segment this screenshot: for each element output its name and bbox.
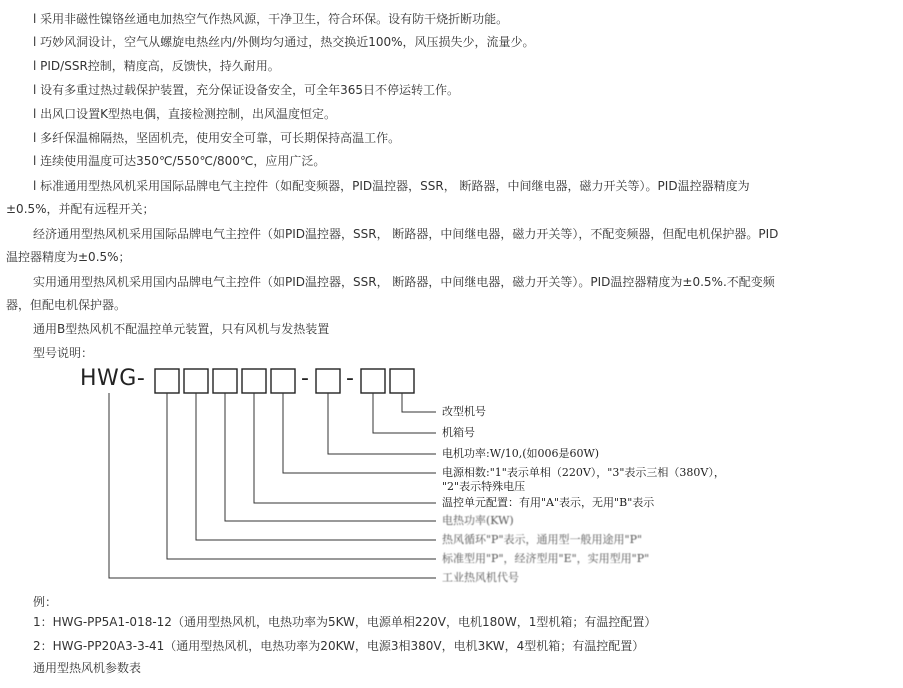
diagram-label: 工业热风机代号 bbox=[442, 571, 519, 584]
diagram-label: 温控单元配置：有用"A"表示，无用"B"表示 bbox=[442, 496, 655, 509]
model-separator: - bbox=[301, 366, 310, 391]
example-line: 2：HWG-PP20A3-3-41（通用型热风机，电热功率为20KW，电源3相380V，电机3KW，4型机箱；有温控配置） bbox=[33, 639, 645, 653]
feature-line: l 多纤保温棉隔热，坚固机壳，使用安全可靠，可长期保持高温工作。 bbox=[33, 131, 401, 145]
example-line: 1：HWG-PP5A1-018-12（通用型热风机，电热功率为5KW，电源单相220V，电机180W，1型机箱；有温控配置） bbox=[33, 615, 657, 629]
feature-line: 经济通用型热风机采用国际品牌电气主控件（如PID温控器，SSR， 断路器，中间继电器，磁力开关等），不配变频器，但配电机保护器。PID bbox=[33, 227, 779, 241]
feature-line: l PID/SSR控制，精度高，反馈快，持久耐用。 bbox=[33, 59, 280, 73]
feature-line: l 巧妙风洞设计，空气从螺旋电热丝内/外侧均匀通过，热交换近100%，风压损失少，流量少。 bbox=[33, 35, 535, 49]
diagram-label: 热风循环"P"表示，通用型一般用途用"P" bbox=[442, 533, 643, 546]
feature-line: l 采用非磁性镍铬丝通电加热空气作热风源，干净卫生，符合环保。设有防干烧折断功能。 bbox=[33, 12, 509, 26]
model-separator: - bbox=[346, 366, 355, 391]
diagram-label: 电源相数:"1"表示单相（220V），"3"表示三相（380V）， bbox=[442, 466, 725, 479]
params-table-caption: 通用型热风机参数表 bbox=[33, 661, 142, 675]
feature-line: 实用通用型热风机采用国内品牌电气主控件（如PID温控器，SSR， 断路器，中间继电器，磁力开关等）。PID温控器精度为±0.5%.不配变频 bbox=[33, 275, 775, 289]
diagram-label: 电热功率(KW) bbox=[442, 514, 514, 527]
diagram-label: "2"表示特殊电压 bbox=[442, 480, 526, 493]
feature-line: 器，但配电机保护器。 bbox=[6, 298, 127, 312]
model-prefix: HWG- bbox=[80, 366, 146, 391]
feature-line: l 连续使用温度可达350℃/550℃/800℃，应用广泛。 bbox=[33, 154, 326, 168]
examples-heading: 例： bbox=[33, 595, 58, 609]
feature-line: 温控器精度为±0.5%； bbox=[6, 250, 131, 264]
diagram-label: 改型机号 bbox=[442, 405, 486, 418]
feature-line: ±0.5%，并配有远程开关； bbox=[6, 202, 155, 216]
diagram-label: 电机功率:W/10,(如006是60W) bbox=[442, 447, 600, 460]
model-code-diagram bbox=[80, 362, 725, 587]
feature-line: 通用B型热风机不配温控单元装置，只有风机与发热装置 bbox=[33, 322, 330, 336]
model-heading: 型号说明： bbox=[33, 346, 94, 360]
feature-line: l 设有多重过热过载保护装置，充分保证设备安全，可全年365日不停运转工作。 bbox=[33, 83, 460, 97]
feature-line: l 出风口设置K型热电偶，直接检测控制，出风温度恒定。 bbox=[33, 107, 337, 121]
diagram-label: 机箱号 bbox=[442, 426, 475, 439]
feature-line: l 标准通用型热风机采用国际品牌电气主控件（如配变频器，PID温控器，SSR， 断路器，中间继电器，磁力开关等）。PID温控器精度为 bbox=[33, 179, 750, 193]
diagram-label: 标准型用"P"，经济型用"E"，实用型用"P" bbox=[442, 552, 650, 565]
